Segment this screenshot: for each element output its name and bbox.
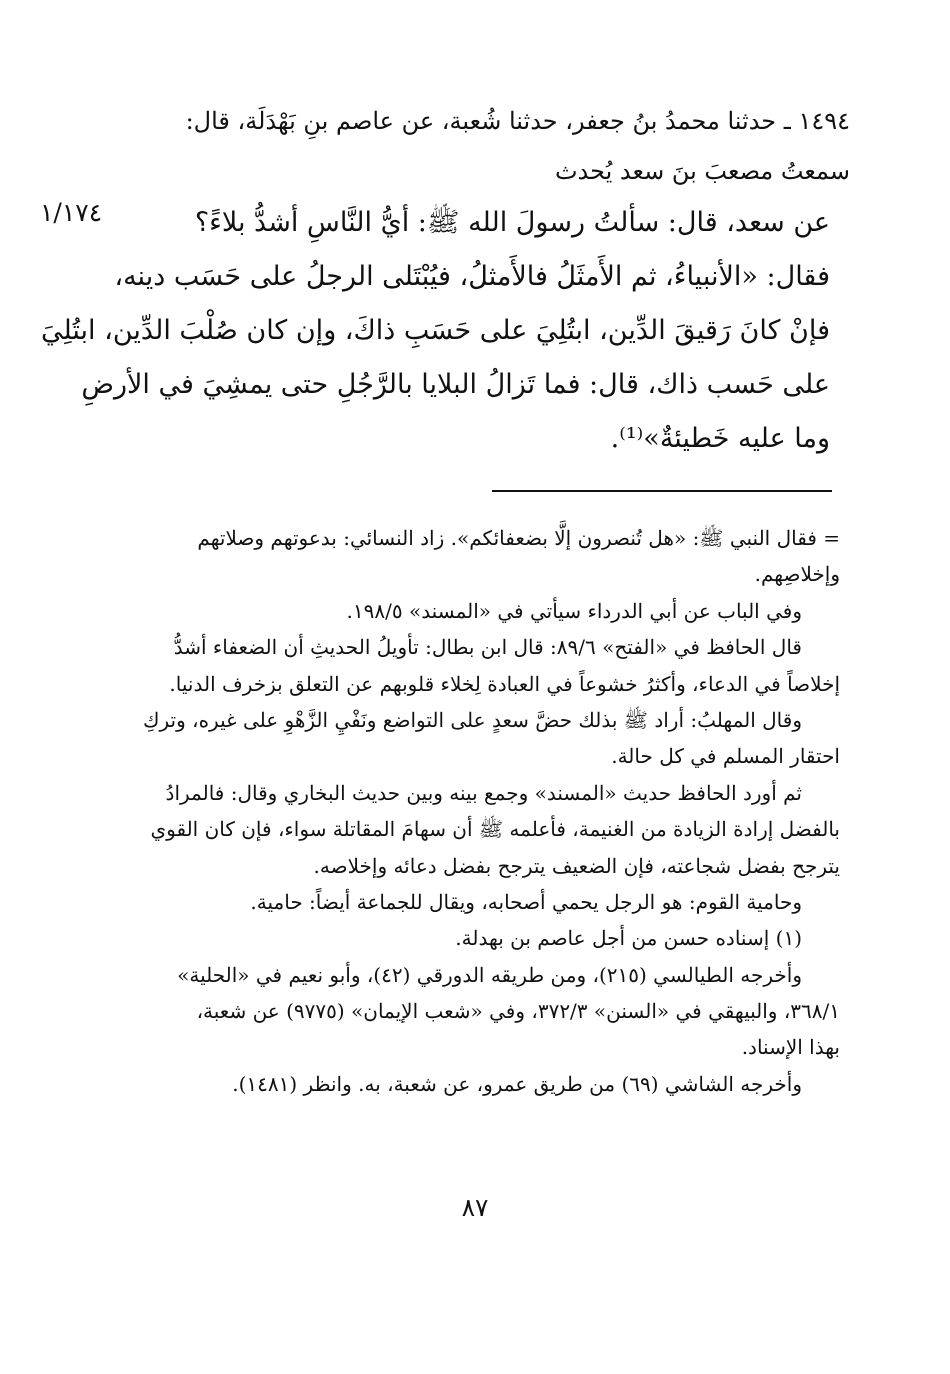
matn-line: على حَسب ذاك، قال: فما تَزالُ البلايا بالرَّجُلِ حتى يمشِيَ في الأرضِ: [81, 369, 830, 400]
footnote-line: وقال المهلبُ: أراد ﷺ بذلك حضَّ سعدٍ على التواضع ونَفْيِ الزَّهْوِ على غيره، وتركِ: [143, 707, 802, 732]
isnad-line: سمعتُ مصعبَ بنَ سعد يُحدث: [554, 157, 850, 185]
matn-line: وما عليه خَطيئةٌ»⁽¹⁾.: [610, 423, 830, 454]
footnote-line: وأخرجه الطيالسي (٢١٥)، ومن طريقه الدورقي (٤٢)، وأبو نعيم في «الحلية»: [177, 962, 802, 987]
matn-line: فقال: «الأنبياءُ، ثم الأَمثَلُ فالأَمثلُ، فيُبْتَلى الرجلُ على حَسَب دينه،: [114, 261, 830, 292]
footnote-line: بهذا الإسناد.: [741, 1035, 840, 1060]
page-number: ٨٧: [461, 1193, 489, 1222]
footnote-line: = فقال النبي ﷺ: «هل تُنصرون إلَّا بضعفائكم». زاد النسائي: بدعوتهم وصلاتهم: [197, 526, 840, 550]
footnote-line: ثم أورد الحافظ حديث «المسند» وجمع بينه وبين حديث البخاري وقال: فالمرادُ: [165, 780, 802, 805]
marginal-volume-page-ref: ١/١٧٤: [40, 198, 103, 227]
footnote-line: (١) إسناده حسن من أجل عاصم بن بهدلة.: [455, 926, 802, 951]
footnotes: [115, 520, 840, 1102]
footnote-line: وأخرجه الشاشي (٦٩) من طريق عمرو، عن شعبة، به. وانظر (١٤٨١).: [232, 1071, 802, 1096]
footnote-line: بالفضل إرادة الزيادة من الغنيمة، فأعلمه ﷺ أن سهامَ المقاتلة سواء، فإن كان القوي: [150, 817, 840, 842]
footnote-separator: [492, 490, 832, 492]
footnote-line: احتقار المسلم في كل حالة.: [611, 744, 840, 769]
footnote-line: وإخلاصِهم.: [754, 562, 840, 587]
footnote-line: قال الحافظ في «الفتح» ٨٩/٦: قال ابن بطال: تأويلُ الحديثِ أن الضعفاء أشدُّ: [173, 635, 802, 660]
footnote-line: إخلاصاً في الدعاء، وأكثرُ خشوعاً في العبادة لِخلاء قلوبهم عن التعلق بزخرف الدنيا.: [169, 671, 840, 696]
hadith-isnad: [150, 96, 850, 196]
isnad-line: ١٤٩٤ ـ حدثنا محمدُ بنُ جعفر، حدثنا شُعبة، عن عاصم بنِ بَهْدَلَة، قال:: [185, 107, 850, 135]
footnote-line: يترجح بفضل شجاعته، فإن الضعيف يترجح بفضل دعائه وإخلاصه.: [313, 853, 840, 878]
footnote-line: وفي الباب عن أبي الدرداء سيأتي في «المسند» ١٩٨/٥.: [346, 598, 802, 623]
footnote-line: وحامية القوم: هو الرجل يحمي أصحابه، ويقال للجماعة أيضاً: حامية.: [250, 889, 802, 914]
matn-line: عن سعد، قال: سألتُ رسولَ الله ﷺ: أيُّ النَّاسِ أشدُّ بلاءً؟: [194, 207, 830, 238]
matn-line: فإنْ كانَ رَقيقَ الدِّين، ابتُلِيَ على حَسَبِ ذاكَ، وإن كان صُلْبَ الدِّين، ابتُلِيَ: [40, 315, 830, 346]
footnote-line: ٣٦٨/١، والبيهقي في «السنن» ٣٧٢/٣، وفي «شعب الإيمان» (٩٧٧٥) عن شعبة،: [196, 999, 840, 1024]
